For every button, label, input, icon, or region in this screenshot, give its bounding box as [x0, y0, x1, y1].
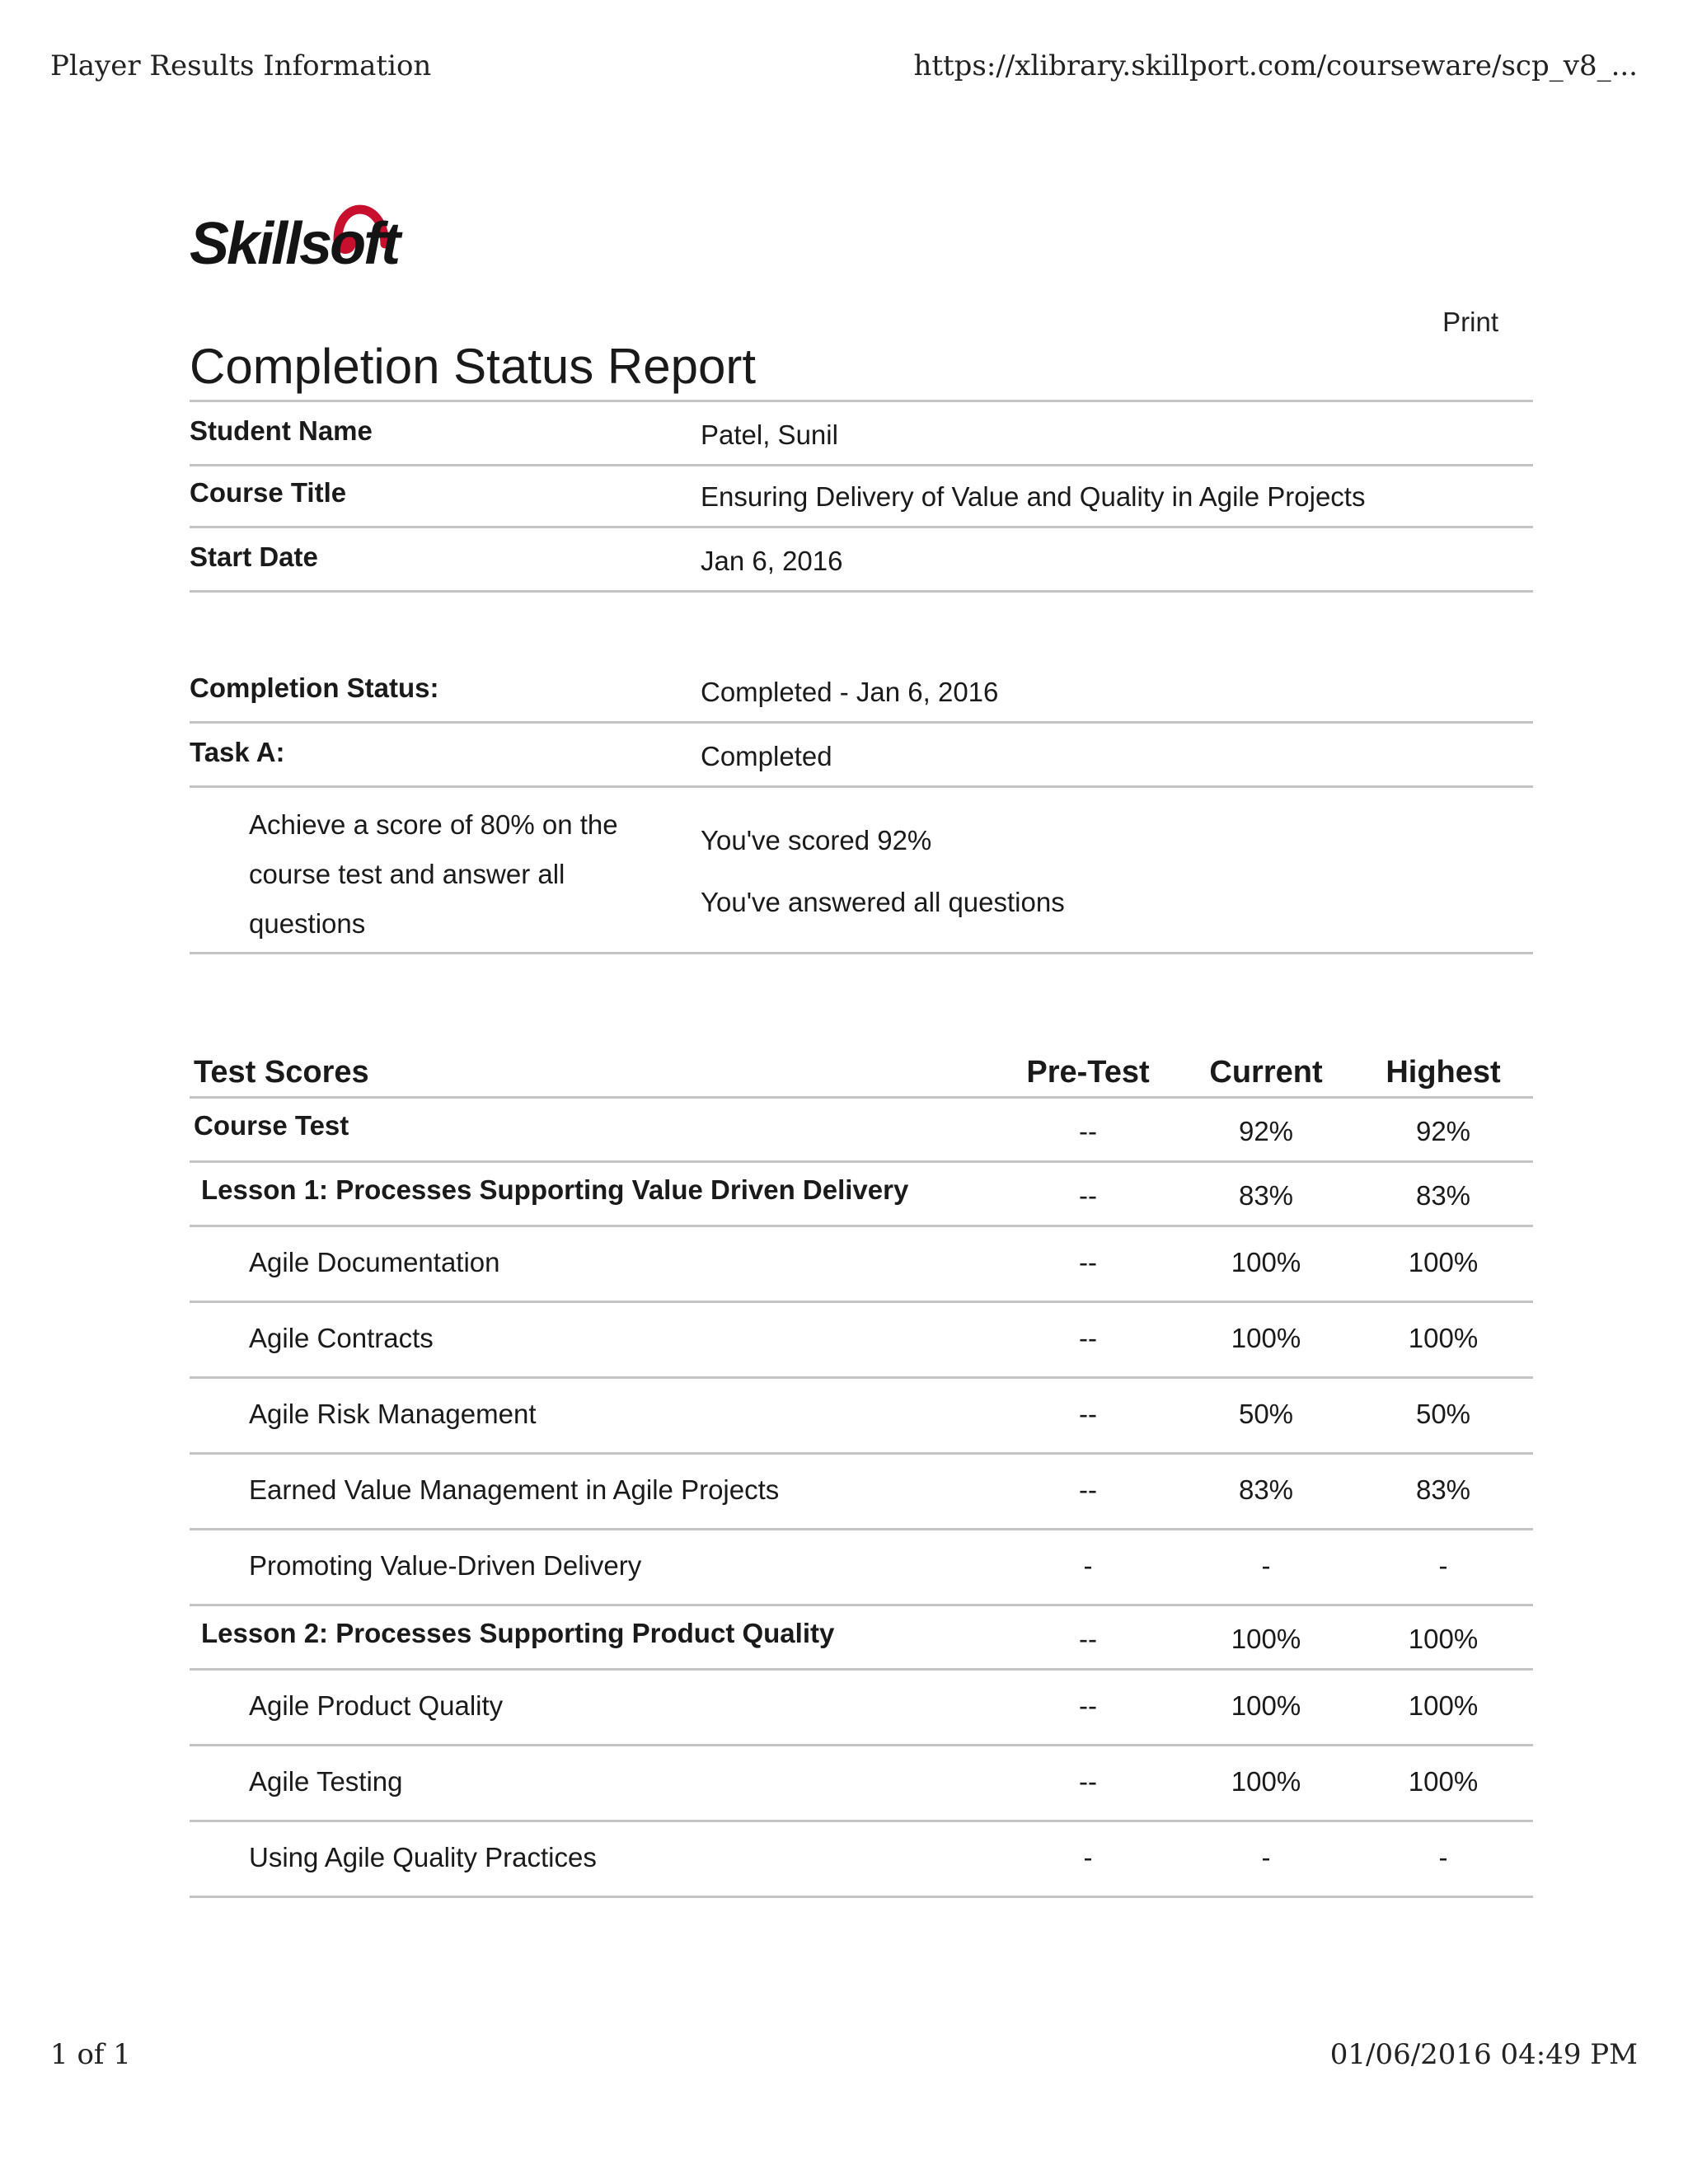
row-pre-test: --: [1079, 1474, 1097, 1505]
row-name: Agile Product Quality: [249, 1690, 504, 1721]
row-name: Agile Documentation: [249, 1247, 500, 1277]
table-row: [190, 1746, 1533, 1822]
row-pre-test: --: [1079, 1690, 1097, 1721]
course-title-label: Course Title: [190, 477, 347, 508]
row-pre-test: --: [1079, 1399, 1097, 1429]
table-row-course-test: [190, 1099, 1533, 1163]
table-row: [190, 1227, 1533, 1303]
test-scores-header: [190, 1047, 1533, 1099]
row-current: -: [1261, 1842, 1271, 1872]
row-highest: 100%: [1408, 1323, 1479, 1353]
task-a-requirement-row: [190, 788, 1533, 954]
row-current: 100%: [1231, 1323, 1301, 1353]
row-highest: 50%: [1415, 1399, 1471, 1429]
row-highest: 100%: [1408, 1766, 1479, 1797]
completion-status-value: Completed - Jan 6, 2016: [701, 677, 999, 707]
row-pre-test: --: [1079, 1766, 1097, 1797]
task-a-answers-result: You've answered all questions: [701, 887, 1065, 917]
start-date-row: [190, 528, 1533, 593]
test-scores-title: Test Scores: [194, 1055, 369, 1090]
start-date-value: Jan 6, 2016: [701, 546, 843, 576]
row-highest: -: [1438, 1842, 1448, 1872]
row-name: Agile Contracts: [249, 1323, 434, 1353]
row-name: Agile Risk Management: [249, 1399, 537, 1429]
task-a-label: Task A:: [190, 737, 285, 767]
print-footer-page: 1 of 1: [50, 2038, 131, 2071]
row-highest: 92%: [1415, 1116, 1471, 1146]
skillsoft-logo: [190, 185, 404, 277]
row-name: Lesson 2: Processes Supporting Product Quality: [201, 1618, 835, 1648]
row-name: Earned Value Management in Agile Projects: [249, 1474, 780, 1505]
row-pre-test: --: [1079, 1180, 1097, 1211]
row-pre-test: --: [1079, 1247, 1097, 1277]
pre-test-header: Pre-Test: [1026, 1055, 1150, 1090]
print-footer-timestamp: 01/06/2016 04:49 PM: [1329, 2038, 1638, 2071]
row-pre-test: --: [1079, 1624, 1097, 1654]
row-current: 100%: [1231, 1247, 1301, 1277]
student-name-row: [190, 400, 1533, 466]
print-header-url: https://xlibrary.skillport.com/courseware/scp_v8_...: [913, 49, 1638, 82]
row-pre-test: --: [1079, 1323, 1097, 1353]
page-title: Completion Status Report: [190, 339, 757, 394]
table-row: [190, 1303, 1533, 1379]
row-current: 100%: [1231, 1690, 1301, 1721]
task-a-value: Completed: [701, 741, 832, 771]
row-pre-test: -: [1083, 1550, 1093, 1581]
course-title-value: Ensuring Delivery of Value and Quality in Agile Projects: [701, 481, 1366, 512]
student-name-label: Student Name: [190, 415, 373, 446]
row-highest: 100%: [1408, 1624, 1479, 1654]
table-row: [190, 1671, 1533, 1746]
row-name: Using Agile Quality Practices: [249, 1842, 597, 1872]
course-title-row: [190, 464, 1533, 528]
row-name: Agile Testing: [249, 1766, 403, 1797]
print-link[interactable]: Print: [1442, 307, 1498, 337]
start-date-label: Start Date: [190, 541, 318, 572]
completion-status-row: [190, 659, 1533, 724]
task-a-requirement: Achieve a score of 80% on the course test and answer all questions: [249, 809, 618, 939]
row-current: 100%: [1231, 1624, 1301, 1654]
row-name: Course Test: [194, 1110, 349, 1141]
task-a-score-result: You've scored 92%: [701, 825, 932, 855]
print-header-title: Player Results Information: [50, 49, 432, 82]
row-name: Promoting Value-Driven Delivery: [249, 1550, 642, 1581]
table-row: [190, 1530, 1533, 1606]
current-header: Current: [1209, 1055, 1323, 1090]
table-row: [190, 1455, 1533, 1530]
row-current: 100%: [1231, 1766, 1301, 1797]
table-row: [190, 1379, 1533, 1455]
row-pre-test: --: [1079, 1116, 1097, 1146]
row-current: 83%: [1238, 1180, 1294, 1211]
row-current: -: [1261, 1550, 1271, 1581]
report-page: [190, 0, 1533, 2184]
task-a-row: [190, 724, 1533, 788]
row-highest: 83%: [1415, 1180, 1471, 1211]
student-name-value: Patel, Sunil: [701, 419, 838, 450]
highest-header: Highest: [1386, 1055, 1501, 1090]
table-row-lesson-1: [190, 1163, 1533, 1227]
row-pre-test: -: [1083, 1842, 1093, 1872]
row-highest: 83%: [1415, 1474, 1471, 1505]
row-highest: -: [1438, 1550, 1448, 1581]
table-row-lesson-2: [190, 1606, 1533, 1671]
row-current: 92%: [1238, 1116, 1294, 1146]
row-highest: 100%: [1408, 1690, 1479, 1721]
row-highest: 100%: [1408, 1247, 1479, 1277]
table-row: [190, 1822, 1533, 1898]
completion-status-label: Completion Status:: [190, 673, 439, 703]
row-current: 83%: [1238, 1474, 1294, 1505]
logo-text: Skillsoft: [190, 211, 399, 277]
row-name: Lesson 1: Processes Supporting Value Driven Delivery: [201, 1174, 909, 1205]
row-current: 50%: [1238, 1399, 1294, 1429]
